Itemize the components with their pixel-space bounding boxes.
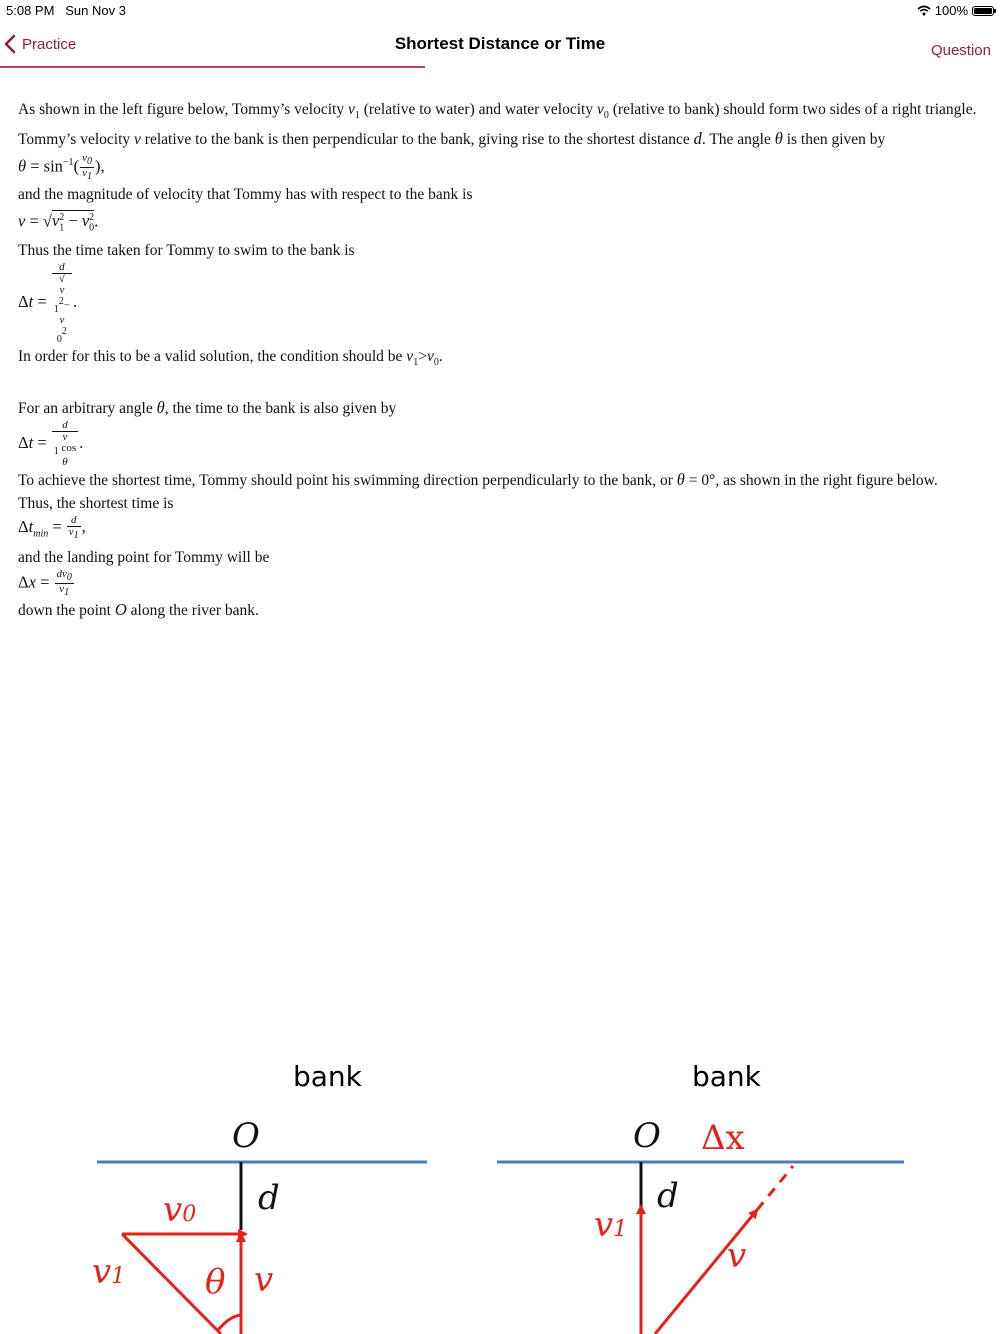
back-label: Practice <box>22 35 77 53</box>
tab-underline <box>0 66 425 68</box>
paragraph-gap <box>18 374 978 396</box>
right-bank-label: bank <box>692 1060 761 1093</box>
right-dx-label: Δx <box>701 1118 745 1158</box>
equation-theta: $\theta = \sin^{-1}$( $\frac{v_0}{v_1}$ ), <box>18 152 105 183</box>
status-bar <box>0 0 1000 22</box>
velocity-diagrams <box>0 1040 1000 1334</box>
equation-dx: Δx = $\frac{dv_0}{v_1}$ <box>18 567 72 598</box>
left-d-label: d <box>258 1178 280 1218</box>
left-bank-label: bank <box>293 1060 362 1093</box>
battery-percent: 100% <box>934 3 968 18</box>
diagram-canvas <box>0 1040 1000 1334</box>
status-time: 5:08 PM Sun Nov 3 <box>6 3 126 18</box>
paragraph-5: For an arbitrary angle θ, the time to the bank is also given by <box>18 398 397 418</box>
paragraph-3: Thus the time taken for Tommy to swim to the bank is <box>18 242 355 260</box>
left-v0-label: v0 <box>163 1190 197 1230</box>
status-right <box>917 3 994 18</box>
right-v1-label: v1 <box>594 1205 628 1245</box>
left-theta-arc <box>218 1315 241 1330</box>
equation-dtmin: $\Delta t_{min}$ = $\frac{d}{v_1}$ , <box>18 514 86 542</box>
right-origin-label: O <box>633 1116 661 1156</box>
explanation-text <box>18 98 978 622</box>
left-v1-label: v1 <box>92 1252 126 1292</box>
battery-icon <box>972 6 994 16</box>
paragraph-4: In order for this to be a valid solution, the condition should be $v_1>v_0$. <box>18 347 443 369</box>
question-button[interactable]: Question <box>930 42 991 59</box>
left-v-label: v <box>254 1260 274 1300</box>
paragraph-9: down the point O along the river bank. <box>18 599 259 619</box>
paragraph-7: Thus, the shortest time is <box>18 495 174 513</box>
navigation-bar <box>0 22 1000 70</box>
left-origin-label: O <box>232 1116 260 1156</box>
left-theta-label: θ <box>205 1262 226 1302</box>
wifi-icon <box>917 5 931 16</box>
paragraph-6: To achieve the shortest time, Tommy should point his swimming direction perpendicularly to the bank, or θ = 0°, as shown in the right figure below. <box>18 470 938 490</box>
paragraph-8: and the landing point for Tommy will be <box>18 548 270 566</box>
paragraph-1: As shown in the left figure below, Tommy’s velocity $v_1$ (relative to water) and water velocity $v_0$ (relative to bank) should form two sides of a right triangle. Tommy’s velocity v relative to the bank is then perpendicular to the bank, giving rise to the shortest distance d. The angle θ is then given by <box>18 101 977 149</box>
right-d-label: d <box>657 1176 679 1216</box>
right-v-label: v <box>727 1236 747 1276</box>
page-title: Shortest Distance or Time <box>394 34 606 53</box>
equation-dt: Δt = d √ v $_1^2$− v $_0^2$ . <box>18 261 78 345</box>
right-v-extension <box>757 1166 793 1210</box>
equation-v: $v = √v_1^2 - v_0^2$. <box>18 211 99 234</box>
paragraph-2: and the magnitude of velocity that Tommy has with respect to the bank is <box>18 185 473 203</box>
equation-dt-angle: Δt = d v $_1$ cos θ . <box>18 419 84 469</box>
